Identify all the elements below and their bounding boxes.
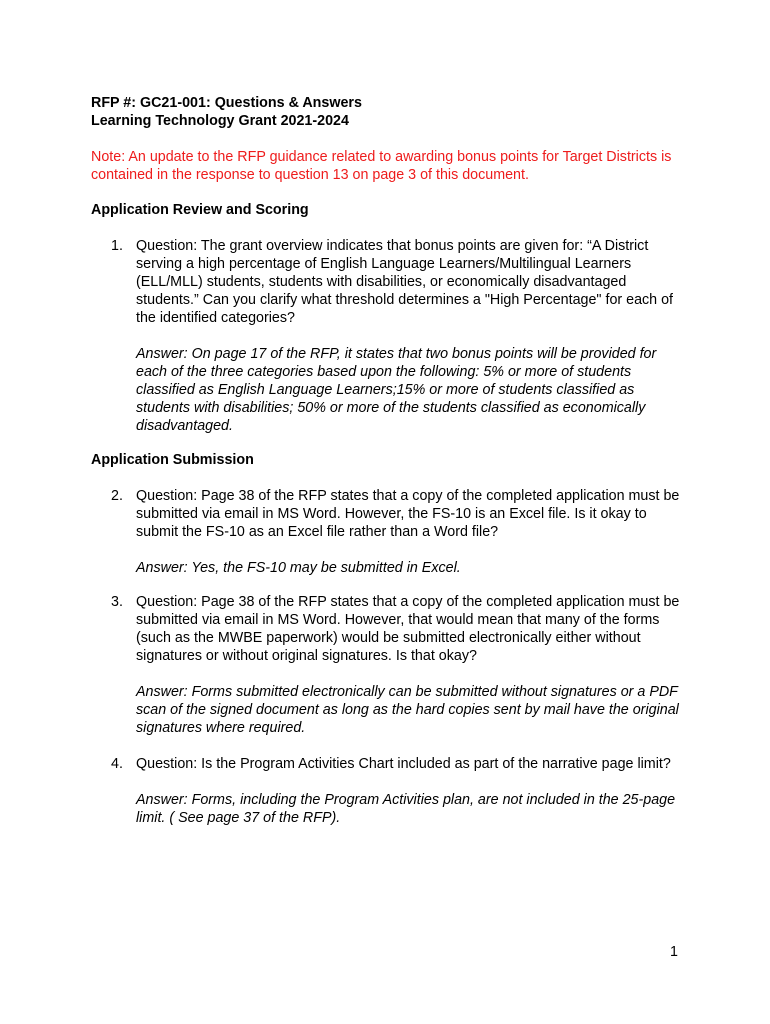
page-number: 1: [670, 944, 678, 960]
section-heading-submission: Application Submission: [91, 452, 254, 468]
question-number: 1.: [111, 238, 123, 254]
question-number: 4.: [111, 756, 123, 772]
question-text: Question: Is the Program Activities Chart included as part of the narrative page limit?: [136, 756, 671, 772]
rfp-title: RFP #: GC21-001: Questions & Answers: [91, 95, 362, 111]
question-number: 2.: [111, 488, 123, 504]
answer-text: Answer: On page 17 of the RFP, it states that two bonus points will be provided for each of the three categories based upon the following: 5% or more of students classified as English Language Learners;15% or more of students classified as students with disabilities; 50% or more of the students classified as economically disadvantaged.: [136, 346, 657, 434]
section-heading-review: Application Review and Scoring: [91, 202, 309, 218]
question-number: 3.: [111, 594, 123, 610]
document-header: [91, 94, 362, 130]
qa-item-2: [111, 487, 686, 577]
question-text: Question: Page 38 of the RFP states that a copy of the completed application must be submitted via email in MS Word. However, the FS-10 is an Excel file. Is it okay to submit the FS-10 as an Excel file rather than a Word file?: [136, 488, 680, 540]
qa-item-4: [111, 755, 686, 827]
answer-text: Answer: Forms, including the Program Activities plan, are not included in the 25-page limit. ( See page 37 of the RFP).: [136, 792, 676, 826]
answer-text: Answer: Yes, the FS-10 may be submitted in Excel.: [136, 560, 461, 576]
grant-title: Learning Technology Grant 2021-2024: [91, 113, 349, 129]
question-text: Question: Page 38 of the RFP states that a copy of the completed application must be submitted via email in MS Word. However, that would mean that many of the forms (such as the MWBE paperwork) would be submitted electronically either without signatures or without original signatures. Is that okay?: [136, 594, 680, 664]
answer-text: Answer: Forms submitted electronically can be submitted without signatures or a PDF scan of the signed document as long as the hard copies sent by mail have the original signatures where required.: [136, 684, 679, 736]
question-text: Question: The grant overview indicates that bonus points are given for: “A District serving a high percentage of English Language Learners/Multilingual Learners (ELL/MLL) students, students with disabilities, or economically disadvantaged students.” Can you clarify what threshold determines a "High Percentage" for each of the identified categories?: [136, 238, 674, 326]
qa-item-1: [111, 237, 686, 435]
update-note: Note: An update to the RFP guidance related to awarding bonus points for Target Districts is contained in the response to question 13 on page 3 of this document.: [91, 149, 672, 183]
qa-item-3: [111, 593, 686, 737]
